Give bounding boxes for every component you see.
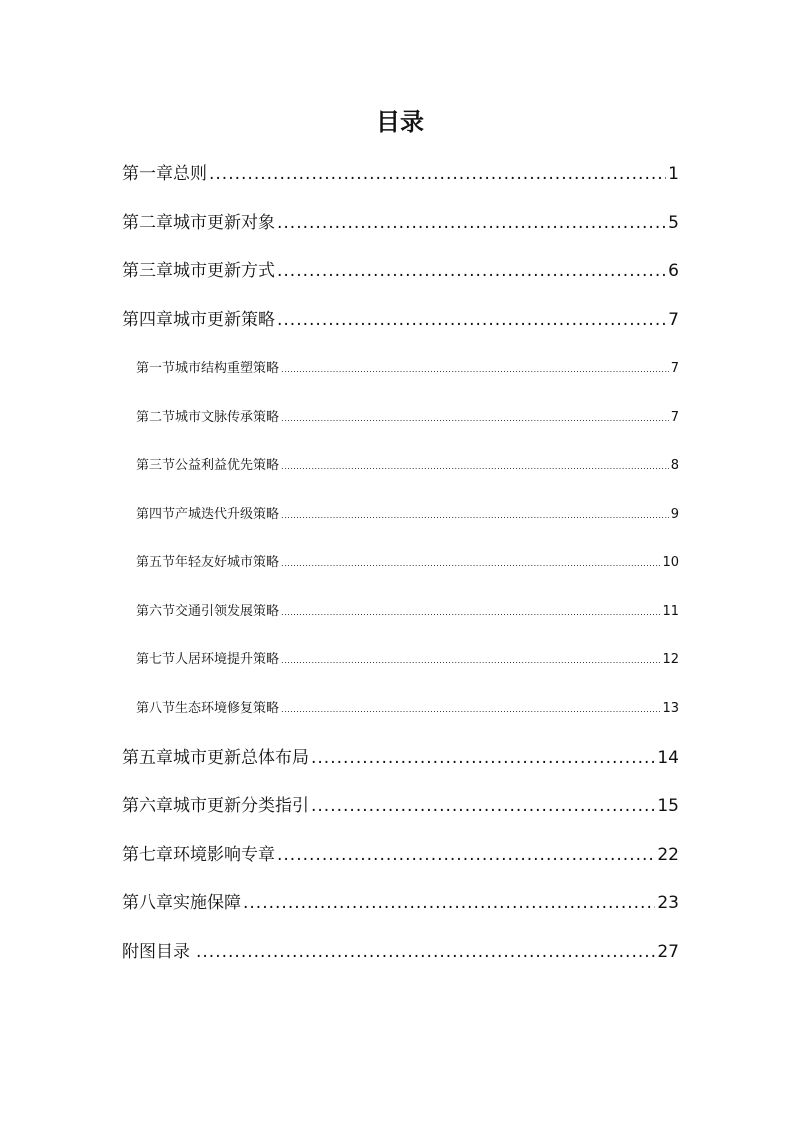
toc-entry[interactable] xyxy=(136,697,679,715)
toc-entry-number: 第七章 xyxy=(122,845,173,865)
toc-entry-page: 1 xyxy=(668,164,679,184)
toc-entry-page: 22 xyxy=(657,845,679,865)
toc-entry-label: 城市更新分类指引 xyxy=(173,796,309,816)
toc-entry-page: 8 xyxy=(670,458,679,473)
dot-leader xyxy=(196,942,655,962)
dot-leader xyxy=(311,748,655,768)
toc-entry-page: 7 xyxy=(670,361,679,376)
toc-entry-page: 6 xyxy=(668,261,679,281)
toc-entry[interactable] xyxy=(122,937,679,961)
toc-entry[interactable] xyxy=(136,648,679,666)
dot-leader xyxy=(281,511,669,520)
toc-entry-label: 城市更新对象 xyxy=(173,213,275,233)
toc-entry-number: 第八章 xyxy=(122,893,173,913)
toc-entry-number: 第一节 xyxy=(136,361,176,376)
toc-entry-page: 9 xyxy=(670,507,679,522)
toc-entry[interactable] xyxy=(136,600,679,618)
dot-leader xyxy=(277,845,655,865)
toc-entry-page: 15 xyxy=(657,796,679,816)
dot-leader xyxy=(311,796,655,816)
toc-entry-page: 7 xyxy=(670,410,679,425)
toc-entry-page: 11 xyxy=(662,604,679,619)
toc-entry[interactable] xyxy=(136,406,679,424)
dot-leader xyxy=(281,559,660,568)
toc-entry-number: 第二章 xyxy=(122,213,173,233)
toc-entry-label: 生态环境修复策略 xyxy=(175,701,280,716)
toc-entry[interactable] xyxy=(136,551,679,569)
toc-entry[interactable] xyxy=(122,256,679,280)
toc-entry-label: 城市结构重塑策略 xyxy=(175,361,280,376)
toc-entry-page: 13 xyxy=(662,701,679,716)
dot-leader xyxy=(209,164,666,184)
toc-entry[interactable] xyxy=(122,743,679,767)
toc-entry-label: 城市文脉传承策略 xyxy=(175,410,280,425)
toc-entry[interactable] xyxy=(122,208,679,232)
toc-entry[interactable] xyxy=(122,791,679,815)
dot-leader xyxy=(277,213,666,233)
toc-entry-number: 第四章 xyxy=(122,310,173,330)
toc-entry-label: 交通引领发展策略 xyxy=(175,604,280,619)
dot-leader xyxy=(277,261,666,281)
toc-entry-number: 第五节 xyxy=(136,555,176,570)
toc-entry-number: 第四节 xyxy=(136,507,176,522)
toc-entry-number: 第三章 xyxy=(122,261,173,281)
toc-entry[interactable] xyxy=(122,888,679,912)
toc-entry-label: 年轻友好城市策略 xyxy=(175,555,280,570)
toc-entry[interactable] xyxy=(122,840,679,864)
toc-entry[interactable] xyxy=(122,159,679,183)
toc-entry[interactable] xyxy=(136,454,679,472)
dot-leader xyxy=(281,365,669,374)
dot-leader xyxy=(243,893,655,913)
toc-entry-page: 5 xyxy=(668,213,679,233)
toc-entry-label: 城市更新方式 xyxy=(173,261,275,281)
toc-entry-label: 总则 xyxy=(173,164,207,184)
toc-entry-number: 第八节 xyxy=(136,701,176,716)
toc-entry[interactable] xyxy=(136,503,679,521)
toc-entry-label: 附图目录 xyxy=(122,942,190,962)
dot-leader xyxy=(281,656,660,665)
dot-leader xyxy=(281,608,660,617)
dot-leader xyxy=(277,310,666,330)
toc-entry-number: 第六章 xyxy=(122,796,173,816)
dot-leader xyxy=(281,414,669,423)
toc-entry-label: 城市更新总体布局 xyxy=(173,748,309,768)
toc-entry-page: 23 xyxy=(657,893,679,913)
toc-entry-label: 环境影响专章 xyxy=(173,845,275,865)
toc-entry[interactable] xyxy=(136,357,679,375)
toc-entry-page: 7 xyxy=(668,310,679,330)
toc-entry-page: 12 xyxy=(662,652,679,667)
toc-entry-page: 27 xyxy=(657,942,679,962)
toc-entry-number: 第五章 xyxy=(122,748,173,768)
toc-entry-label: 产城迭代升级策略 xyxy=(175,507,280,522)
toc-entry-number: 第一章 xyxy=(122,164,173,184)
toc-entry-number: 第七节 xyxy=(136,652,176,667)
toc-entry-page: 10 xyxy=(662,555,679,570)
page-title: 目录 xyxy=(376,108,424,136)
toc-entry-label: 人居环境提升策略 xyxy=(175,652,280,667)
toc-entry-label: 公益利益优先策略 xyxy=(175,458,280,473)
toc-entry-label: 城市更新策略 xyxy=(173,310,275,330)
toc-entry-number: 第六节 xyxy=(136,604,176,619)
toc-entry-page: 14 xyxy=(657,748,679,768)
toc-entry-number: 第二节 xyxy=(136,410,176,425)
dot-leader xyxy=(281,462,669,471)
toc-entry-number: 第三节 xyxy=(136,458,176,473)
dot-leader xyxy=(281,705,660,714)
toc-entry[interactable] xyxy=(122,305,679,329)
toc-entry-label: 实施保障 xyxy=(173,893,241,913)
